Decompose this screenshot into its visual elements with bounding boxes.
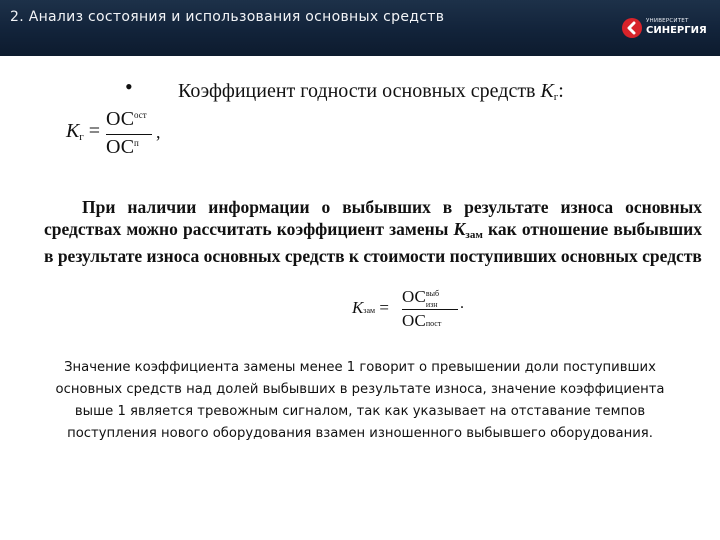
replacement-paragraph [44,197,702,268]
formula-replacement-fraction-bar [402,309,458,310]
coefficient-symbol-sub: г [553,91,559,103]
slide-title: 2. Анализ состояния и использования основных средств [10,9,445,25]
formula-fitness [66,108,176,160]
bullet-point: • [125,74,133,99]
coefficient-symbol: К [540,80,554,102]
formula-fitness-numerator-sup: ост [134,110,147,120]
interpretation-note: Значение коэффициента замены менее 1 говорит о превышении доли поступивших основных средств над долей выбывших в результате износа, значение коэффициента выше 1 является тревожным сигналом, так как указывает на отставание темпов поступления нового оборудования взамен изношенного выбывшего оборудования. [55,360,665,441]
formula-replacement [352,287,482,335]
coefficient-colon: : [558,80,564,102]
formula-replacement-numerator-text: ОС [402,287,426,306]
formula-replacement-denominator-sub: пост [425,319,442,328]
formula-replacement-lhs [352,298,389,318]
formula-replacement-dot: . [460,295,464,312]
paragraph-symbol-sub: зам [465,228,483,241]
formula-replacement-k: К [352,298,364,317]
paragraph-symbol: К [453,218,466,239]
formula-replacement-numerator-sup: выб [425,289,440,298]
slide-header [0,0,720,56]
formula-fitness-equals: = [88,120,101,142]
formula-replacement-equals: = [379,298,389,317]
formula-fitness-numerator-text: ОС [106,108,135,130]
formula-fitness-denominator-sup: п [134,138,139,148]
formula-fitness-numerator [106,108,147,131]
synergy-logo-icon [622,18,642,38]
formula-replacement-numerator [402,287,439,309]
coefficient-title [178,80,564,103]
logo-line2: СИНЕРГИЯ [646,25,707,36]
paragraph-part2: как отношение выбывших в результате износа основных средств к стоимости поступивших основных средств [44,218,703,266]
formula-replacement-denominator [402,311,441,331]
formula-replacement-numerator-sub: изн [425,300,438,309]
formula-fitness-denominator [106,136,139,159]
formula-replacement-k-sub: зам [363,306,376,315]
paragraph-part1: При наличии информации о выбывших в результате износа основных средствах можно рассчитать коэффициент замены [44,197,702,239]
logo-line1: УНИВЕРСИТЕТ [646,18,689,24]
formula-fitness-fraction-bar [106,134,152,135]
formula-fitness-lhs [66,120,100,143]
coefficient-title-text: Коэффициент годности основных средств [178,80,536,102]
formula-fitness-k-sub: г [79,131,84,143]
formula-fitness-denominator-text: ОС [106,136,135,158]
formula-replacement-numerator-indices [426,287,439,309]
university-logo [622,16,712,40]
formula-replacement-denominator-text: ОС [402,311,426,330]
formula-fitness-k: К [66,120,80,142]
formula-fitness-comma: , [156,122,161,142]
